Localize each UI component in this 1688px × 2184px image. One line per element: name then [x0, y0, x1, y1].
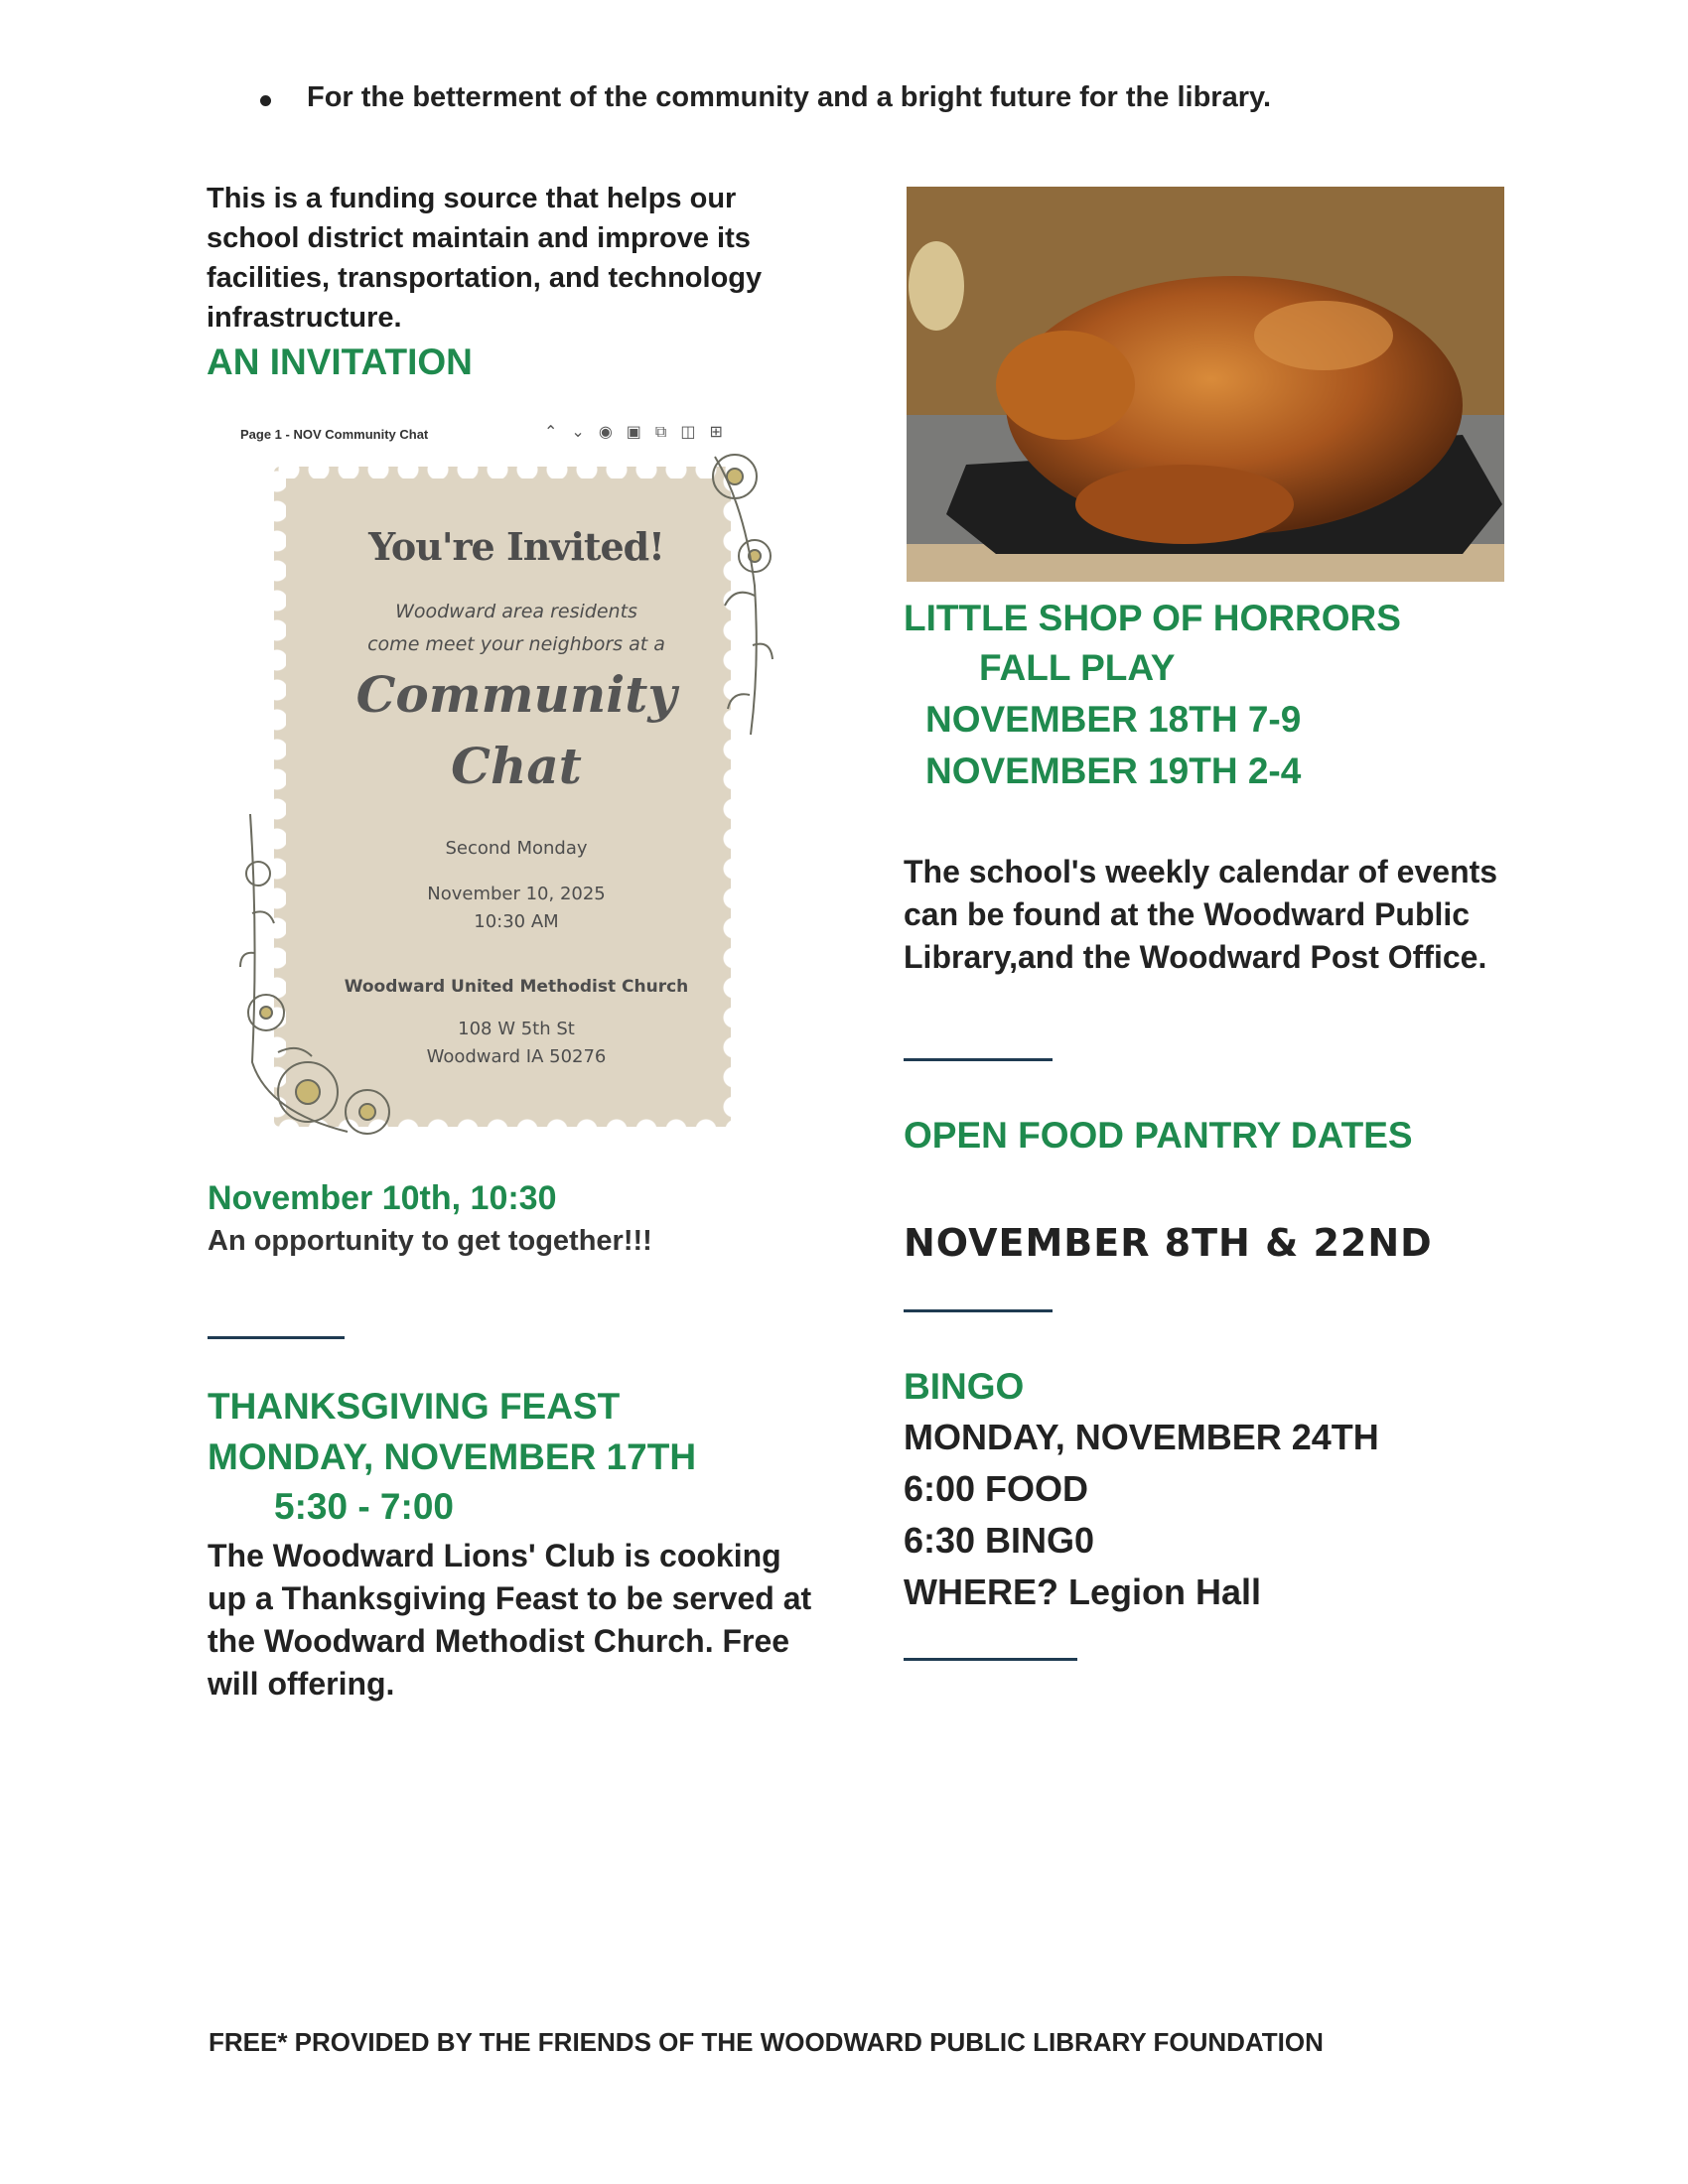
- card-script-chat: Chat: [451, 737, 582, 795]
- card-address2: Woodward IA 50276: [426, 1046, 607, 1067]
- thanksgiving-heading-line1: THANKSGIVING FEAST: [208, 1386, 621, 1427]
- bingo-line2: 6:00 FOOD: [904, 1468, 1089, 1509]
- card-toolbar-title: Page 1 - NOV Community Chat: [240, 427, 429, 442]
- thanksgiving-heading-line3: 5:30 - 7:00: [274, 1486, 454, 1527]
- calendar-note: The school's weekly calendar of events can be found at the Woodward Public Library,and the Woodward Post Office.: [904, 854, 1498, 975]
- card-line2: come meet your neighbors at a: [367, 633, 665, 655]
- play-line2: FALL PLAY: [979, 647, 1176, 688]
- divider-rule: [904, 1658, 1077, 1661]
- card-venue: Woodward United Methodist Church: [344, 977, 689, 997]
- invitation-card-screenshot: [238, 417, 774, 1171]
- card-address1: 108 W 5th St: [458, 1019, 575, 1039]
- card-when: Second Monday: [445, 838, 588, 859]
- invitation-caption-text: An opportunity to get together!!!: [208, 1225, 652, 1257]
- eye-icon: ◉: [598, 424, 627, 441]
- bingo-heading: BINGO: [904, 1366, 1025, 1407]
- play-line1: LITTLE SHOP OF HORRORS: [904, 598, 1401, 638]
- card-toolbar-icons: [544, 422, 737, 442]
- bingo-line4: WHERE? Legion Hall: [904, 1571, 1261, 1612]
- food-pantry-heading: OPEN FOOD PANTRY DATES: [904, 1115, 1413, 1156]
- add-icon: ⊞: [709, 424, 737, 441]
- copy-icon: ⧉: [654, 424, 681, 441]
- card-date: November 10, 2025: [427, 884, 606, 904]
- footer-text: FREE* PROVIDED BY THE FRIENDS OF THE WOODWARD PUBLIC LIBRARY FOUNDATION: [209, 2027, 1324, 2057]
- lock-icon: ▣: [626, 424, 655, 441]
- bullet-text: For the betterment of the community and a bright future for the library.: [307, 81, 1272, 113]
- thanksgiving-heading-line2: MONDAY, NOVEMBER 17TH: [208, 1436, 697, 1477]
- thanksgiving-body: The Woodward Lions' Club is cooking up a Thanksgiving Feast to be served at the Woodward Methodist Church. Free will offering.: [208, 1538, 812, 1702]
- intro-paragraph: This is a funding source that helps our school district maintain and improve its facilities, transportation, and technology infrastructure.: [207, 183, 763, 334]
- divider-rule: [904, 1309, 1053, 1312]
- card-time: 10:30 AM: [474, 911, 559, 932]
- divider-rule: [208, 1336, 345, 1339]
- trash-icon: ◫: [680, 424, 710, 441]
- divider-rule: [904, 1058, 1053, 1061]
- play-line3: NOVEMBER 18TH 7-9: [925, 699, 1302, 740]
- bingo-line3: 6:30 BING0: [904, 1520, 1095, 1561]
- chevron-up-icon: ⌃: [544, 424, 572, 441]
- bullet-dot: [260, 95, 271, 106]
- invitation-caption-heading: November 10th, 10:30: [208, 1179, 557, 1217]
- play-line4: NOVEMBER 19TH 2-4: [925, 751, 1302, 791]
- card-title: You're Invited!: [368, 524, 664, 569]
- turkey-illustration: [907, 187, 1504, 582]
- turkey-photo: [907, 187, 1504, 582]
- bingo-line1: MONDAY, NOVEMBER 24TH: [904, 1417, 1379, 1457]
- card-script-community: Community: [355, 665, 677, 724]
- card-line1: Woodward area residents: [395, 601, 637, 622]
- invitation-heading: AN INVITATION: [207, 341, 473, 382]
- food-pantry-dates: NOVEMBER 8TH & 22ND: [904, 1221, 1433, 1265]
- chevron-down-icon: ⌄: [571, 424, 599, 441]
